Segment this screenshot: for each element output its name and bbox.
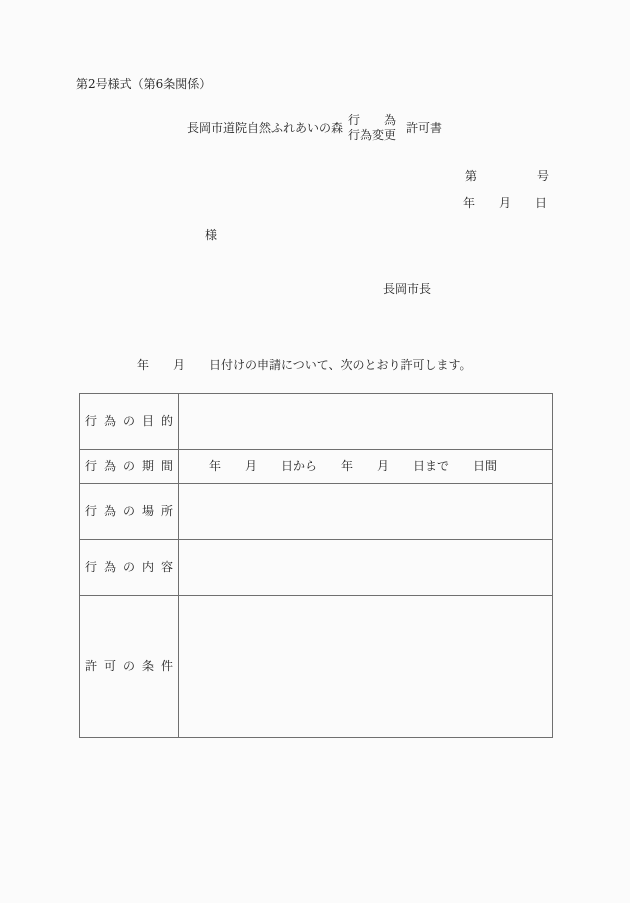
row-value-place	[179, 484, 553, 540]
permit-table	[79, 393, 553, 738]
title-facility-name: 長岡市道院自然ふれあいの森	[187, 120, 344, 135]
table-row-place	[80, 484, 553, 540]
table-row-purpose	[80, 394, 553, 450]
title-act-char-right: 為	[384, 113, 397, 127]
row-label-content: 行為の内容	[80, 540, 179, 596]
document-number-line: 第 号	[465, 169, 550, 183]
row-label-conditions: 許可の条件	[80, 596, 179, 738]
form-number: 第2号様式（第6条関係）	[76, 77, 212, 91]
row-label-period: 行為の期間	[80, 450, 179, 484]
row-value-period: 年 月 日から 年 月 日まで 日間	[179, 450, 553, 484]
title-permit-label: 許可書	[406, 120, 443, 135]
issuer-name: 長岡市長	[383, 282, 432, 296]
table-row-period	[80, 450, 553, 484]
table-row-content	[80, 540, 553, 596]
title-act-options-stack	[348, 113, 396, 143]
row-label-place: 行為の場所	[80, 484, 179, 540]
title-act-char-left: 行	[348, 113, 361, 127]
addressee-sama-label: 様	[205, 228, 218, 242]
row-value-purpose	[179, 394, 553, 450]
intro-sentence: 年 月 日付けの申請について、次のとおり許可します。	[137, 358, 472, 372]
issue-date-line: 年 月 日	[463, 196, 548, 210]
row-value-conditions	[179, 596, 553, 738]
document-title	[187, 113, 442, 143]
table-row-conditions	[80, 596, 553, 738]
title-act-change-label: 行為変更	[348, 128, 397, 142]
row-label-purpose: 行為の目的	[80, 394, 179, 450]
row-value-content	[179, 540, 553, 596]
title-act-label	[348, 113, 396, 128]
